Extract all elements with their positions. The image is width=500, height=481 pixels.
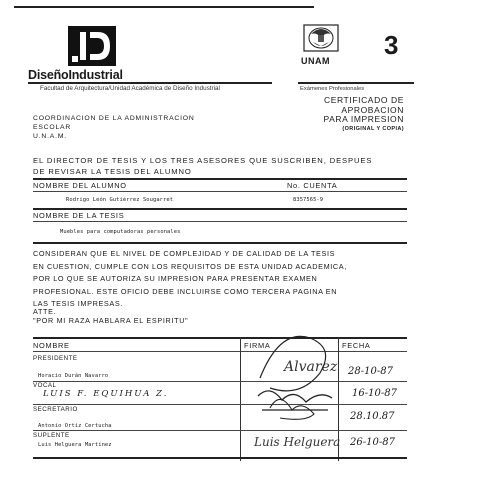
- recipient-line: ESCOLAR: [33, 123, 72, 131]
- rule: [33, 381, 407, 382]
- signer-name: Antonio Ortiz Certucha: [38, 423, 112, 429]
- brand-subtitle: Facultad de Arquitectura/Unidad Académica de Diseño Industrial: [40, 85, 220, 92]
- signature-date: 16-10-87: [352, 388, 397, 399]
- unam-label: UNAM: [301, 56, 330, 66]
- intro-line: DE REVISAR LA TESIS DEL ALUMNO: [33, 167, 192, 176]
- signature-date: 26-10-87: [350, 437, 395, 448]
- presidente-signature-mark: [260, 336, 326, 391]
- considerations-line: CONSIDERAN QUE EL NIVEL DE COMPLEJIDAD Y DE CALIDAD DE LA TESIS: [33, 249, 336, 258]
- rule: [33, 208, 407, 210]
- thesis-title: Muebles para computadoras personales: [60, 229, 181, 235]
- brand-rule: [28, 82, 272, 84]
- intro-paragraph: [33, 155, 403, 177]
- considerations-line: PROFESIONAL. ESTE OFICIO DEBE INCLUIRSE COMO TERCERA PAGINA EN: [33, 286, 338, 296]
- closing-block: [33, 307, 188, 325]
- signer-signature: Luis Helguera: [254, 435, 341, 449]
- signer-role: VOCAL: [33, 382, 57, 389]
- signer-name: Luis Helguera Martínez: [38, 442, 112, 448]
- certificate-line: PARA IMPRESION: [323, 114, 404, 125]
- recipient-line: COORDINACION DE LA ADMINISTRACION: [33, 115, 195, 122]
- top-rule: [14, 6, 314, 8]
- signature-date: 28-10-87: [348, 366, 393, 377]
- unam-rule: [298, 82, 414, 84]
- rule: [33, 178, 407, 180]
- certificate-copy-note: (ORIGINAL Y COPIA): [342, 125, 404, 132]
- recipient-block: [33, 115, 195, 141]
- considerations-line: EN CUESTION, CUMPLE CON LOS REQUISITOS DE ESTA UNIDAD ACADEMICA,: [33, 261, 347, 271]
- rule: [33, 337, 407, 339]
- recipient-line: U.N.A.M.: [33, 132, 67, 140]
- certificate-title: [323, 96, 404, 134]
- account-number: 8357565-9: [293, 197, 324, 203]
- certificate-line: CERTIFICADO DE: [323, 95, 404, 105]
- rule: [33, 404, 407, 405]
- rule: [33, 221, 407, 222]
- considerations-paragraph: [33, 248, 407, 311]
- closing-motto: "POR MI RAZA HABLARA EL ESPIRITU": [33, 316, 189, 325]
- diseno-industrial-logo-icon: [68, 26, 116, 66]
- page-number: 3: [384, 30, 399, 60]
- signature-scribbles: [240, 318, 340, 458]
- account-number-header: No. CUENTA: [287, 181, 338, 190]
- signature-date-header: FECHA: [342, 341, 371, 350]
- closing-atte: ATTE.: [33, 307, 57, 316]
- signature-firma-header: FIRMA: [244, 341, 271, 350]
- brand-name: DiseñoIndustrial: [28, 68, 123, 82]
- intro-line: EL DIRECTOR DE TESIS Y LOS TRES ASESORES QUE SUSCRIBEN, DESPUES: [33, 156, 373, 165]
- rule: [33, 191, 407, 192]
- thesis-header: NOMBRE DE LA TESIS: [33, 211, 125, 220]
- signer-name: Horacio Durán Navarro: [38, 373, 109, 379]
- student-name-header: NOMBRE DEL ALUMNO: [33, 181, 127, 190]
- signer-role: PRESIDENTE: [33, 355, 78, 362]
- signature-name-header: NOMBRE: [33, 341, 70, 350]
- signer-signature: Alvarez: [284, 359, 338, 375]
- considerations-line: LAS TESIS IMPRESAS.: [33, 299, 123, 308]
- student-name: Rodrigo León Gutiérrez Sougarret: [66, 197, 174, 203]
- rule: [33, 457, 407, 459]
- rule: [33, 430, 407, 431]
- rule: [33, 242, 407, 244]
- signer-role: SUPLENTE: [33, 432, 70, 439]
- exam-label: Exámenes Profesionales: [300, 86, 365, 92]
- considerations-line: POR LO QUE SE AUTORIZA SU IMPRESION PARA PRESENTAR EXAMEN: [33, 274, 318, 283]
- signature-date: 28.10.87: [350, 411, 395, 422]
- unam-seal-icon: [303, 24, 339, 52]
- rule: [33, 351, 407, 352]
- signer-role: SECRETARIO: [33, 406, 78, 413]
- certificate-line: APROBACION: [341, 104, 404, 115]
- signer-name: LUIS F. EQUIHUA Z.: [43, 389, 169, 399]
